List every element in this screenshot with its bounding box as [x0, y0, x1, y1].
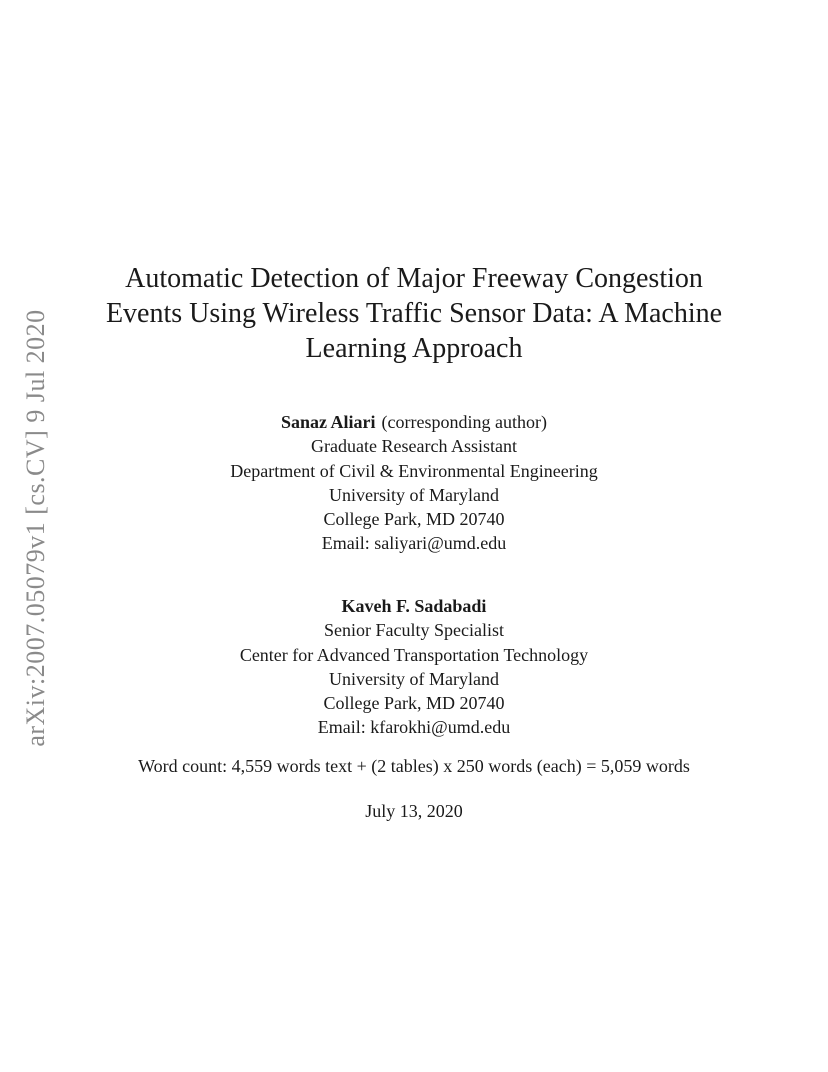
paper-date: July 13, 2020 — [365, 801, 463, 821]
title-line: Events Using Wireless Traffic Sensor Data: A Machine — [105, 298, 723, 329]
author-university: University of Maryland — [329, 668, 499, 689]
corresponding-author-note: (corresponding author) — [381, 412, 547, 432]
author-department: Department of Civil & Environmental Engineering — [230, 460, 598, 481]
author-email: Email: saliyari@umd.edu — [321, 533, 507, 554]
author-location: College Park, MD 20740 — [323, 509, 505, 530]
author-name-row — [0, 410, 828, 434]
title-line: Automatic Detection of Major Freeway Congestion — [125, 263, 703, 294]
author-department: Center for Advanced Transportation Technology — [239, 644, 589, 665]
author-email: Email: kfarokhi@umd.edu — [317, 717, 511, 738]
arxiv-identifier-stamp: arXiv:2007.05079v1 [cs.CV] 9 Jul 2020 — [21, 309, 50, 747]
author-location: College Park, MD 20740 — [323, 693, 505, 714]
author-block-2 — [0, 594, 828, 740]
author-name: Sanaz Aliari — [281, 412, 376, 432]
author-position: Senior Faculty Specialist — [324, 620, 504, 641]
title-line: Learning Approach — [305, 333, 523, 364]
author-block-1 — [0, 410, 828, 556]
author-position: Graduate Research Assistant — [311, 436, 517, 457]
word-count: Word count: 4,559 words text + (2 tables) x 250 words (each) = 5,059 words — [138, 756, 690, 776]
author-name: Kaveh F. Sadabadi — [341, 596, 487, 616]
paper-title — [0, 261, 828, 366]
author-university: University of Maryland — [329, 484, 499, 505]
